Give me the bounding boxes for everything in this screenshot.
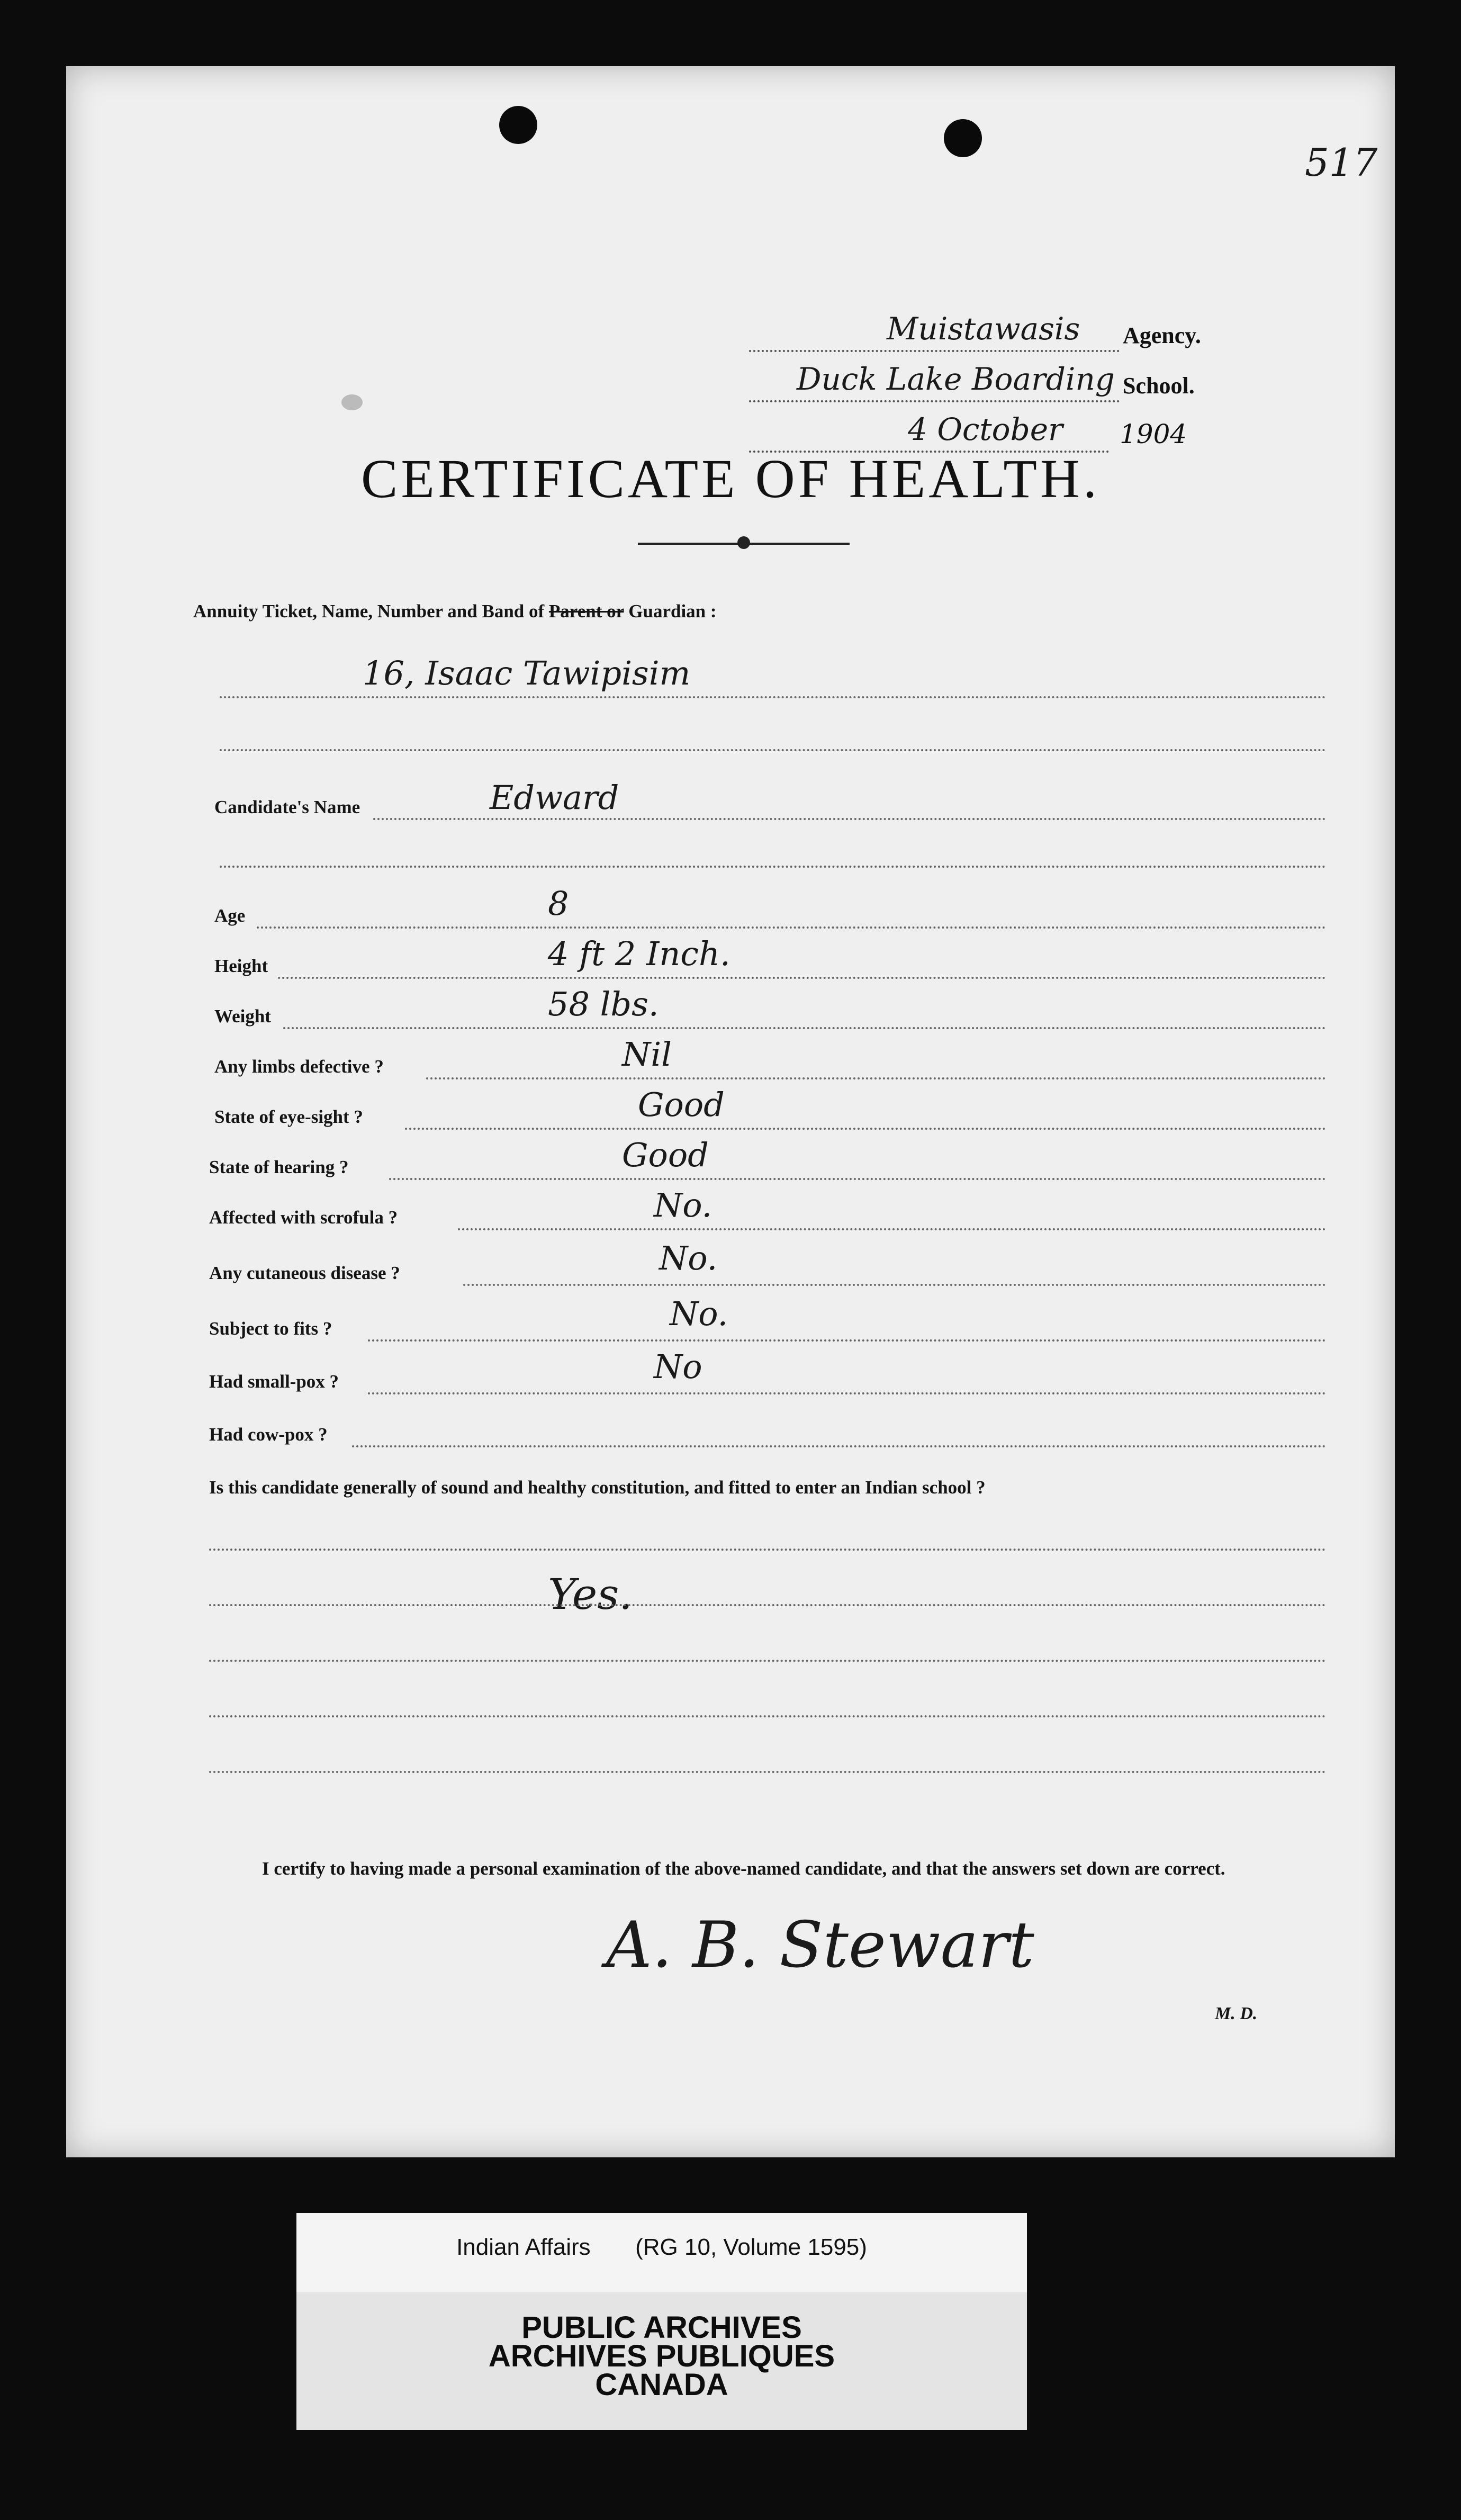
field-label-cow-pox: Had cow-pox ? bbox=[209, 1424, 328, 1445]
field-value-limbs: Nil bbox=[622, 1035, 672, 1074]
field-label-fits: Subject to fits ? bbox=[209, 1318, 332, 1339]
field-line-candidate-name bbox=[373, 818, 1326, 820]
md-label: M. D. bbox=[1215, 2004, 1258, 2023]
guardian-label: Annuity Ticket, Name, Number and Band of Parent or Guardian : bbox=[193, 601, 717, 622]
field-label-candidate-name: Candidate's Name bbox=[214, 797, 360, 817]
agency-row bbox=[749, 310, 1201, 352]
field-value-cutaneous: No. bbox=[659, 1239, 718, 1277]
guardian-line-1 bbox=[220, 696, 1326, 698]
field-value-candidate-name: Edward bbox=[490, 778, 619, 817]
certificate-title: CERTIFICATE OF HEALTH. bbox=[361, 448, 1100, 509]
constitution-answer: Yes. bbox=[548, 1570, 633, 1619]
field-line-small-pox bbox=[368, 1392, 1326, 1394]
ink-smudge bbox=[341, 394, 363, 410]
agency-value: Muistawasis bbox=[887, 311, 1080, 347]
date-value: 4 October bbox=[908, 411, 1063, 447]
agency-label: Agency. bbox=[1123, 322, 1201, 348]
field-value-age: 8 bbox=[548, 884, 569, 923]
school-label: School. bbox=[1123, 373, 1195, 399]
field-label-age: Age bbox=[214, 905, 246, 926]
field-label-scrofula: Affected with scrofula ? bbox=[209, 1207, 398, 1228]
field-label-cutaneous: Any cutaneous disease ? bbox=[209, 1263, 400, 1283]
punch-hole-right bbox=[944, 119, 982, 157]
field-line-height bbox=[278, 977, 1326, 979]
constitution-question: Is this candidate generally of sound and healthy constitution, and fitted to enter an Indian school ? bbox=[209, 1477, 986, 1498]
field-label-limbs: Any limbs defective ? bbox=[214, 1056, 384, 1077]
archive-reference bbox=[296, 2234, 1027, 2261]
field-line-hearing bbox=[389, 1178, 1326, 1180]
guardian-label-struck: Parent or bbox=[548, 601, 624, 622]
field-line-age bbox=[257, 926, 1326, 929]
field-value-fits: No. bbox=[670, 1294, 728, 1333]
field-value-scrofula: No. bbox=[654, 1186, 713, 1225]
year-value: 1904 bbox=[1120, 419, 1187, 449]
doctor-signature: A. B. Stewart bbox=[606, 1909, 1034, 1982]
stamp-line-2: ARCHIVES PUBLIQUES bbox=[488, 2339, 835, 2373]
reference-left: Indian Affairs bbox=[456, 2234, 591, 2260]
field-line-eyesight bbox=[405, 1128, 1326, 1130]
stamp-line-3: CANADA bbox=[595, 2368, 728, 2402]
school-value: Duck Lake Boarding bbox=[797, 361, 1115, 397]
field-line-weight bbox=[283, 1027, 1326, 1029]
guardian-value: 16, Isaac Tawipisim bbox=[363, 654, 691, 692]
certification-statement: I certify to having made a personal examination of the above-named candidate, and that the answers set down are correct. bbox=[262, 1858, 1225, 1879]
field-line-limbs bbox=[426, 1077, 1326, 1079]
candidate-name-line-2 bbox=[220, 866, 1326, 868]
title-rule-ornament bbox=[737, 536, 750, 549]
field-line-scrofula bbox=[458, 1228, 1326, 1230]
punch-hole-left bbox=[499, 106, 537, 144]
guardian-line-2 bbox=[220, 749, 1326, 751]
school-row bbox=[749, 360, 1195, 402]
public-archives-stamp bbox=[296, 2292, 1027, 2430]
field-label-height: Height bbox=[214, 956, 268, 976]
stamp-line-1: PUBLIC ARCHIVES bbox=[521, 2310, 802, 2345]
field-label-small-pox: Had small-pox ? bbox=[209, 1371, 339, 1392]
field-line-fits bbox=[368, 1339, 1326, 1342]
answer-line-2 bbox=[209, 1604, 1326, 1606]
answer-line-3 bbox=[209, 1660, 1326, 1662]
field-label-eyesight: State of eye-sight ? bbox=[214, 1106, 363, 1127]
field-line-cutaneous bbox=[463, 1284, 1326, 1286]
field-label-hearing: State of hearing ? bbox=[209, 1157, 349, 1177]
answer-line-4 bbox=[209, 1715, 1326, 1717]
answer-line-5 bbox=[209, 1771, 1326, 1773]
field-label-weight: Weight bbox=[214, 1006, 271, 1027]
folio-number: 517 bbox=[1305, 140, 1378, 185]
field-value-height: 4 ft 2 Inch. bbox=[548, 934, 730, 973]
field-value-hearing: Good bbox=[622, 1136, 709, 1174]
field-value-eyesight: Good bbox=[638, 1085, 725, 1124]
field-value-small-pox: No bbox=[654, 1347, 702, 1386]
certificate-sheet bbox=[66, 66, 1395, 2157]
answer-line-1 bbox=[209, 1549, 1326, 1551]
field-value-weight: 58 lbs. bbox=[548, 985, 659, 1023]
date-row bbox=[749, 410, 1187, 453]
reference-right: (RG 10, Volume 1595) bbox=[635, 2234, 867, 2260]
field-line-cow-pox bbox=[352, 1445, 1326, 1447]
